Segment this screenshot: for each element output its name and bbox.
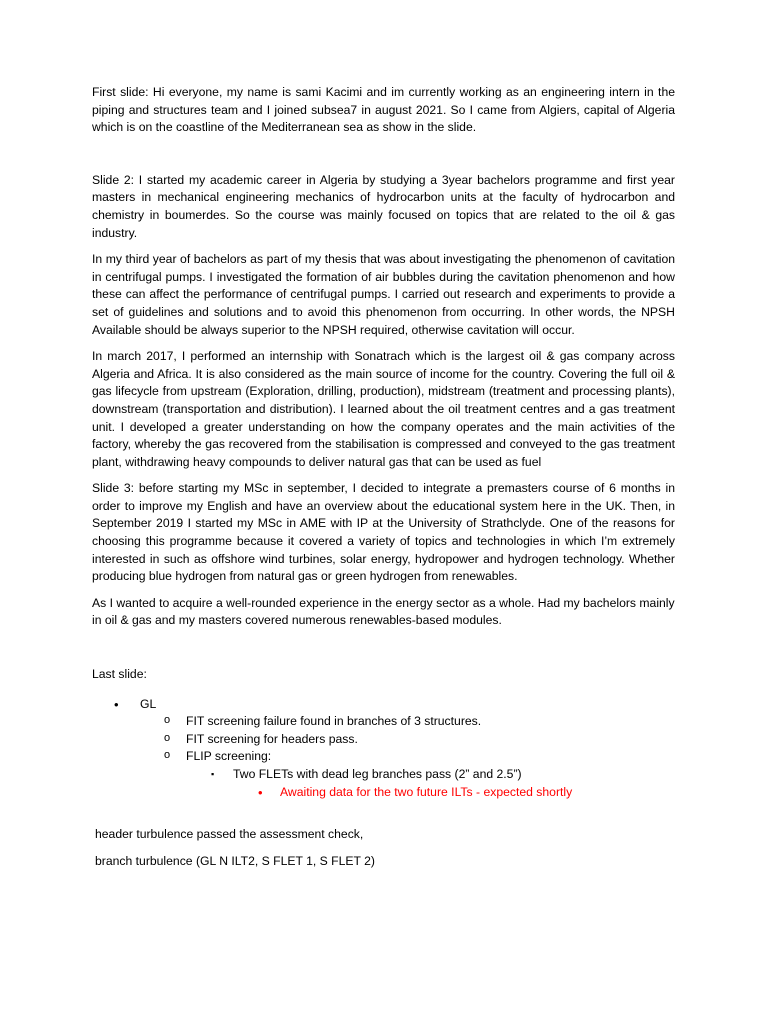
list-item-gl (92, 696, 675, 802)
list-item: o FIT screening failure found in branches of 3 structures. (140, 713, 675, 731)
paragraph-thesis: In my third year of bachelors as part of my thesis that was about investigating the phenomenon of cavitation in centrifugal pumps. I investigated the formation of air bubbles during the cavitation phenomenon and how these can affect the performance of centrifugal pumps. I carried out research and experiments to provide a set of guidelines and solutions and to avoid this phenomenon from occurring. In other words, the NPSH Available should be always superior to the NPSH required, otherwise cavitation will occur. (92, 252, 675, 337)
list-item-awaiting: • Awaiting data for the two future ILTs - expected shortly (233, 784, 675, 802)
list-item-label: FLIP screening: (186, 749, 272, 764)
list-item-flip (140, 748, 675, 801)
paragraph-experience: As I wanted to acquire a well-rounded experience in the energy sector as a whole. Had my bachelors mainly in oil & gas and my masters covered numerous renewables-based modules. (92, 595, 675, 628)
bullet-list (92, 696, 675, 802)
list-item: o FIT screening for headers pass. (140, 731, 675, 749)
sub-sub-list (186, 766, 675, 801)
note-branch-turbulence: branch turbulence (GL N ILT2, S FLET 1, S FLET 2) (95, 853, 375, 868)
paragraph-slide-2: Slide 2: I started my academic career in Algeria by studying a 3year bachelors programme and first year masters in mechanical engineering mechanics of hydrocarbon units at the faculty of hydrocarbon and chemistry in boumerdes. So the course was mainly focused on topics that are related to the oil & gas industry. (92, 172, 675, 240)
note-header-turbulence: header turbulence passed the assessment check, (95, 827, 364, 842)
paragraph-first-slide: First slide: Hi everyone, my name is sami Kacimi and im currently working as an engineering intern in the piping and structures team and I joined subsea7 in august 2021. So I came from Algiers, capital of Algeria which is on the coastline of the Mediterranean sea as show in the slide. (92, 85, 675, 135)
list-item-label: Two FLETs with dead leg branches pass (2” and 2.5”) (233, 767, 522, 781)
nested-list (233, 784, 675, 802)
sub-list (140, 713, 675, 801)
list-item-label: GL (140, 696, 157, 711)
paragraph-internship: In march 2017, I performed an internship with Sonatrach which is the largest oil & gas company across Algeria and Africa. It is also considered as the main source of income for the country. Covering the full oil & gas lifecycle from upstream (Exploration, drilling, production), midstream (treatment and processing plants), downstream (transportation and distribution). I learned about the oil treatment centres and a gas treatment unit. I developed a greater understanding on how the company operates and the main activities of the factory, whereby the gas recovered from the stabilisation is compressed and conveyed to the gas treatment plant, withdrawing heavy compounds to deliver natural gas that can be used as fuel (92, 349, 675, 469)
list-item-flets (186, 766, 675, 801)
last-slide-heading: Last slide: (92, 667, 147, 682)
paragraph-slide-3: Slide 3: before starting my MSc in september, I decided to integrate a premasters course of 6 months in order to improve my English and have an overview about the educational system here in the UK. Then, in September 2019 I started my MSc in AME with IP at the University of Strathclyde. One of the reasons for choosing this programme because it covered a variety of topics and technologies in which I’m extremely interested in such as offshore wind turbines, solar energy, hydropower and hydrogen technology. Whether producing blue hydrogen from natural gas or green hydrogen from renewables. (92, 481, 675, 584)
